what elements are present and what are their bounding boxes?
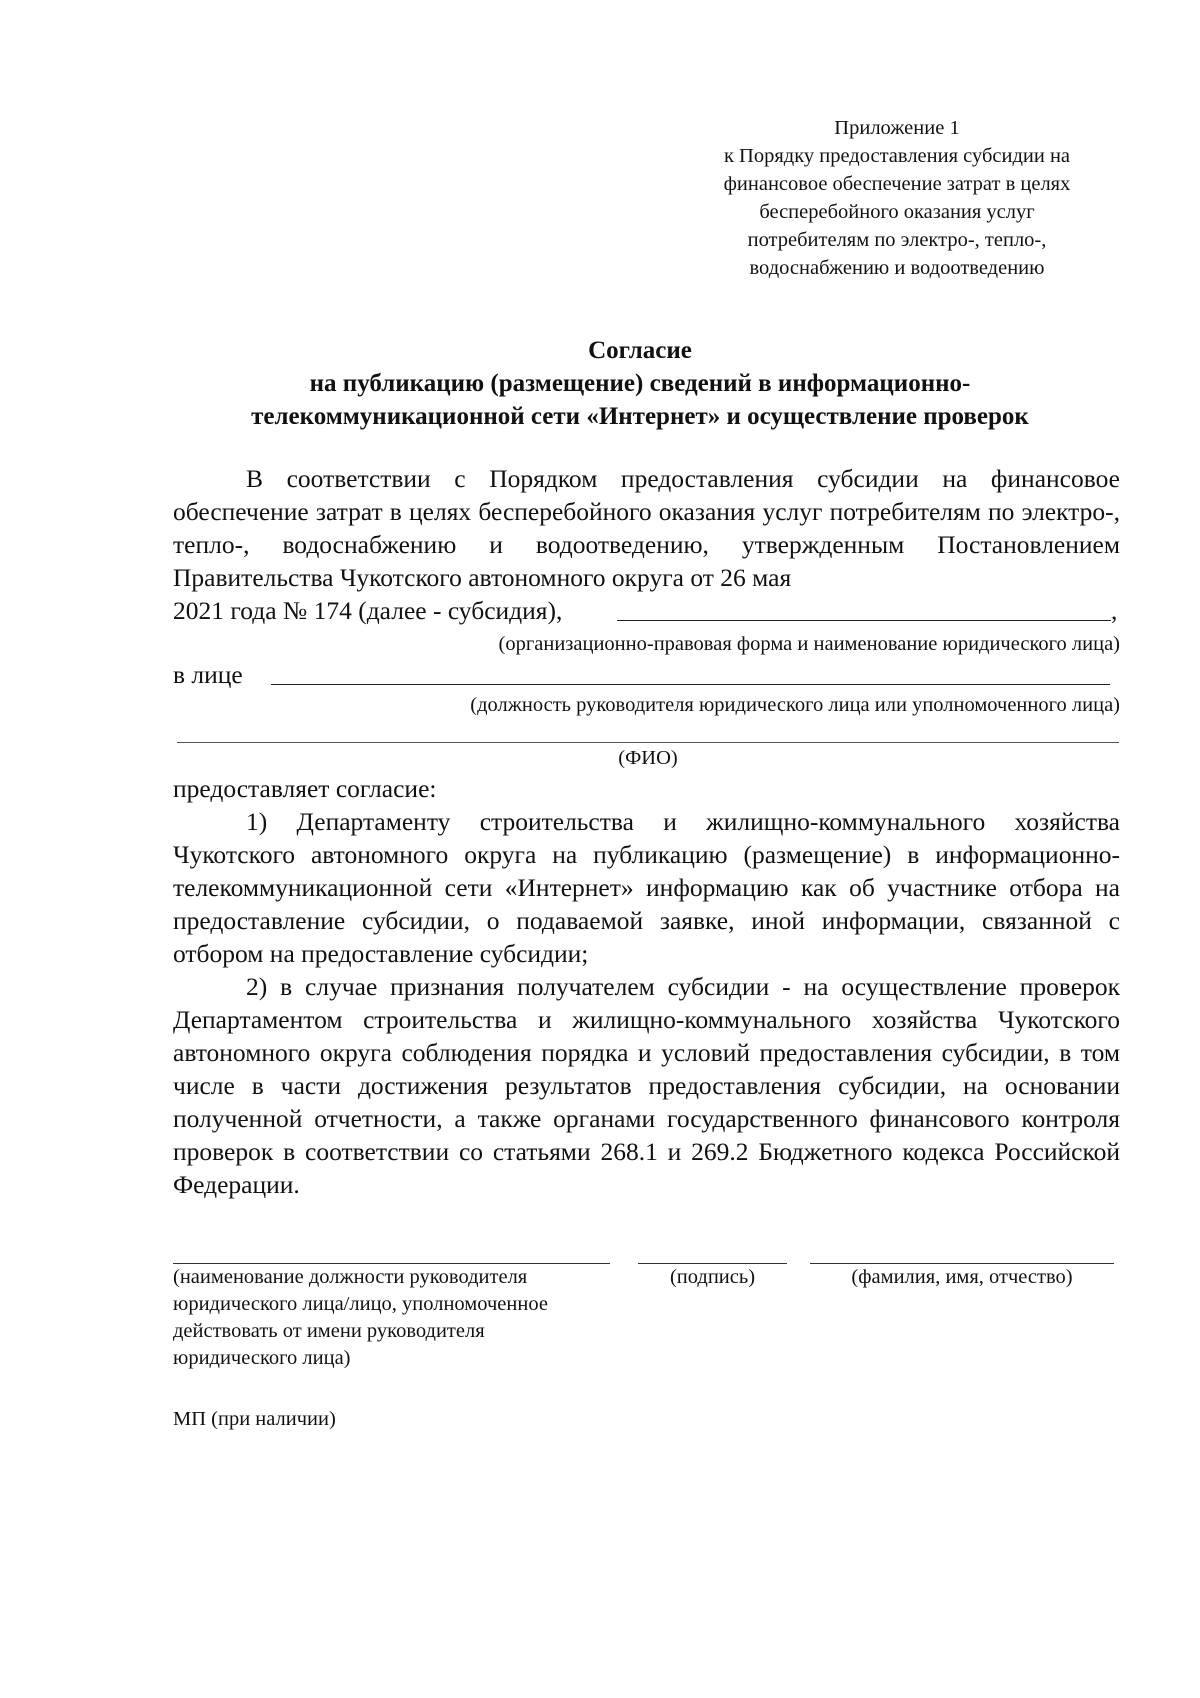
position-caption-line: юридического лица/лицо, уполномоченное xyxy=(173,1293,548,1315)
document-title xyxy=(160,334,1120,433)
consent-lead: предоставляет согласие: xyxy=(173,774,437,803)
consent-block xyxy=(173,772,1120,1201)
title-line: телекоммуникационной сети «Интернет» и осуществление проверок xyxy=(251,403,1029,430)
organization-name-field[interactable] xyxy=(617,620,1111,621)
appendix-header xyxy=(690,114,1104,282)
appendix-line: бесперебойного оказания услуг xyxy=(759,201,1035,223)
fio-caption: (ФИО) xyxy=(618,747,678,769)
intro-paragraph: В соответствии с Порядком предоставления субсидии на финансовое обеспечение затрат в целях бесперебойного оказания услуг потребителям по электро-, тепло-, водоснабжению и водоотведению, утвержденным Постановлением Правительства Чукотского автономного округа от 26 мая xyxy=(173,464,1120,592)
position-caption-line: действовать от имени руководителя xyxy=(173,1320,485,1342)
fio-field[interactable] xyxy=(177,742,1119,743)
intro-comma: , xyxy=(1111,596,1118,625)
position-caption-line: юридического лица) xyxy=(173,1347,351,1369)
stamp-label: МП (при наличии) xyxy=(173,1408,336,1430)
organization-caption: (организационно-правовая форма и наименование юридического лица) xyxy=(498,633,1120,655)
full-name-caption: (фамилия, имя, отчество) xyxy=(851,1266,1073,1288)
representative-caption: (должность руководителя юридического лица или уполномоченного лица) xyxy=(470,694,1120,716)
position-caption-line: (наименование должности руководителя xyxy=(173,1266,528,1288)
appendix-line: потребителям по электро-, тепло-, xyxy=(747,229,1047,251)
intro-last-line xyxy=(173,594,562,627)
signature-caption: (подпись) xyxy=(669,1266,756,1288)
consent-item-1: 1) Департаменту строительства и жилищно-коммунального хозяйства Чукотского автономного округа на публикацию (размещение) в информационно-телекоммуникационной сети «Интернет» информацию как об участнике отбора на предоставление субсидии, о подаваемой заявке, иной информации, связанной с отбором на предоставление субсидии; xyxy=(173,807,1120,968)
appendix-line: к Порядку предоставления субсидии на xyxy=(723,145,1071,167)
consent-item-2: 2) в случае признания получателем субсидии - на осуществление проверок Департаментом строительства и жилищно-коммунального хозяйства Чукотского автономного округа соблюдения порядка и условий предоставления субсидии, в том числе в части достижения результатов предоставления субсидии, на основании полученной отчетности, а также органами государственного финансового контроля проверок в соответствии со статьями 268.1 и 269.2 Бюджетного кодекса Российской Федерации. xyxy=(173,972,1120,1199)
intro-last-line-text: 2021 года № 174 (далее - субсидия), xyxy=(173,596,563,625)
title-line: на публикацию (размещение) сведений в информационно- xyxy=(309,370,971,397)
representative-position-field[interactable] xyxy=(271,684,1110,685)
appendix-line: Приложение 1 xyxy=(834,117,960,139)
appendix-line: финансовое обеспечение затрат в целях xyxy=(723,173,1071,195)
position-caption xyxy=(173,1264,643,1372)
appendix-line: водоснабжению и водоотведению xyxy=(749,257,1045,279)
title-line: Согласие xyxy=(588,337,692,364)
representative-prefix: в лице xyxy=(173,660,243,689)
